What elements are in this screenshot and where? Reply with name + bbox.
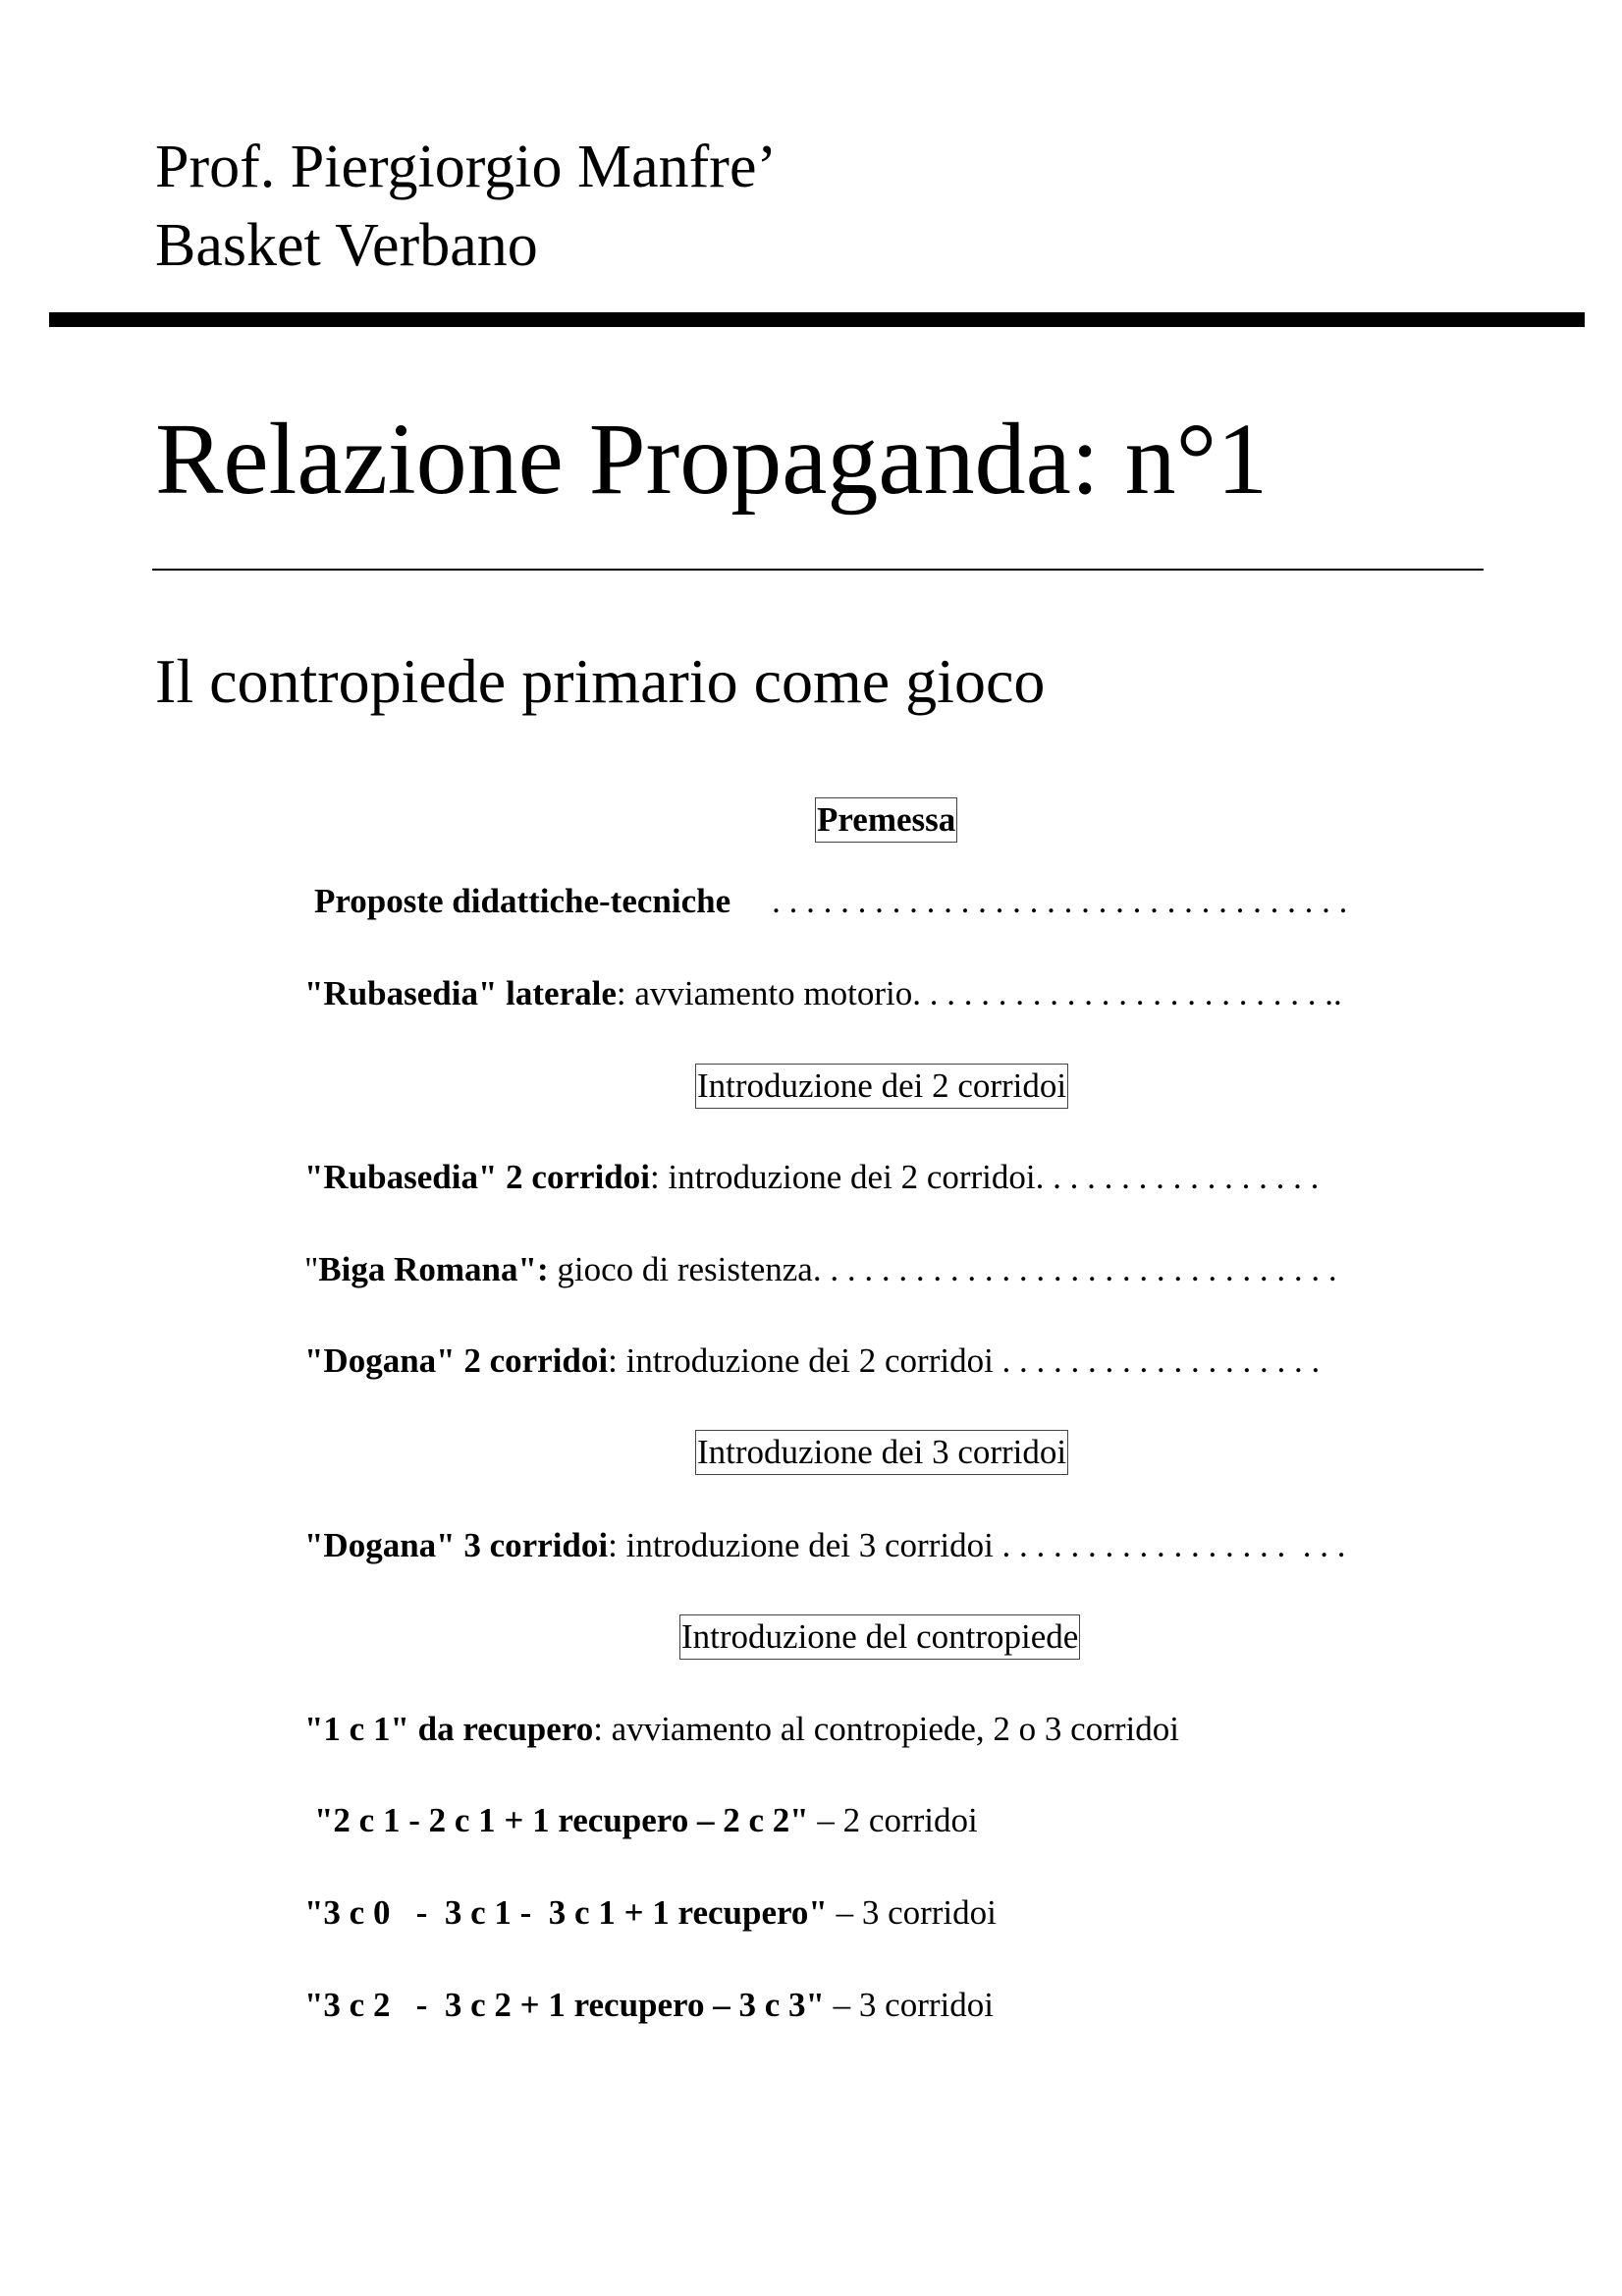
toc-item-rubasedia-2-label: "Rubasedia" 2 corridoi [304, 1158, 650, 1196]
author-organization: Basket Verbano [155, 212, 538, 279]
toc-item-3c2-text: – 3 corridoi [824, 1986, 994, 2024]
toc-item-proposte-leader: . . . . . . . . . . . . . . . . . . . . . . . . . . . . . . . . . . [772, 882, 1348, 920]
toc-item-3c2-label: "3 c 2 - 3 c 2 + 1 recupero – 3 c 3" [304, 1986, 825, 2024]
toc-item-rubasedia-2-text: : introduzione dei 2 corridoi. . . . . . . . . . . . . . . . . [649, 1158, 1320, 1196]
toc-item-1c1-text: : avviamento al contropiede, 2 o 3 corridoi [593, 1710, 1179, 1748]
toc-item-dogana-2-label: "Dogana" 2 corridoi [304, 1341, 609, 1380]
toc-item-rubasedia-laterale-text: : avviamento motorio. . . . . . . . . . . . . . . . . . . . . . . . .. [616, 974, 1342, 1012]
toc-item-biga-romana-quote: " [304, 1250, 319, 1288]
toc-item-rubasedia-2-corridoi[interactable] [304, 1156, 1319, 1199]
toc-item-dogana-3-corridoi[interactable] [304, 1524, 1346, 1567]
toc-heading-3-corridoi[interactable]: Introduzione dei 3 corridoi [695, 1430, 1068, 1475]
toc-item-rubasedia-laterale[interactable] [304, 972, 1342, 1015]
author-name: Prof. Piergiorgio Manfre’ [155, 134, 778, 200]
toc-item-2c1[interactable] [314, 1799, 978, 1842]
toc-item-1c1-label: "1 c 1" da recupero [304, 1710, 594, 1748]
toc-item-3c0-text: – 3 corridoi [827, 1893, 997, 1932]
toc-item-2c1-label: "2 c 1 - 2 c 1 + 1 recupero – 2 c 2" [314, 1801, 809, 1839]
toc-item-2c1-text: – 2 corridoi [808, 1801, 978, 1839]
toc-heading-2-corridoi[interactable]: Introduzione dei 2 corridoi [695, 1064, 1068, 1109]
toc-item-proposte-label: Proposte didattiche-tecniche [314, 882, 731, 920]
toc-item-dogana-2-corridoi[interactable] [304, 1339, 1320, 1383]
toc-item-rubasedia-laterale-label: "Rubasedia" laterale [304, 974, 617, 1012]
toc-heading-contropiede[interactable]: Introduzione del contropiede [679, 1614, 1080, 1660]
toc-item-biga-romana-text: gioco di resistenza. . . . . . . . . . . . . . . . . . . . . . . . . . . . . . . [548, 1250, 1337, 1288]
toc-heading-premessa[interactable]: Premessa [815, 797, 957, 843]
toc-item-dogana-3-label: "Dogana" 3 corridoi [304, 1526, 609, 1564]
toc-item-1c1-recupero[interactable] [304, 1708, 1179, 1751]
document-subtitle: Il contropiede primario come gioco [155, 646, 1046, 716]
toc-item-biga-romana[interactable] [304, 1248, 1337, 1291]
toc-item-dogana-2-text: : introduzione dei 2 corridoi . . . . . . . . . . . . . . . . . . . [608, 1341, 1321, 1380]
toc-item-3c0[interactable] [304, 1891, 997, 1935]
toc-item-proposte[interactable] [314, 880, 1347, 923]
toc-item-biga-romana-label: Biga Romana": [318, 1250, 549, 1288]
toc-item-3c2[interactable] [304, 1984, 994, 2027]
document-title: Relazione Propaganda: n°1 [155, 403, 1269, 516]
toc-item-3c0-label: "3 c 0 - 3 c 1 - 3 c 1 + 1 recupero" [304, 1893, 828, 1932]
toc-item-dogana-3-text: : introduzione dei 3 corridoi . . . . . . . . . . . . . . . . . . . . [608, 1526, 1346, 1564]
